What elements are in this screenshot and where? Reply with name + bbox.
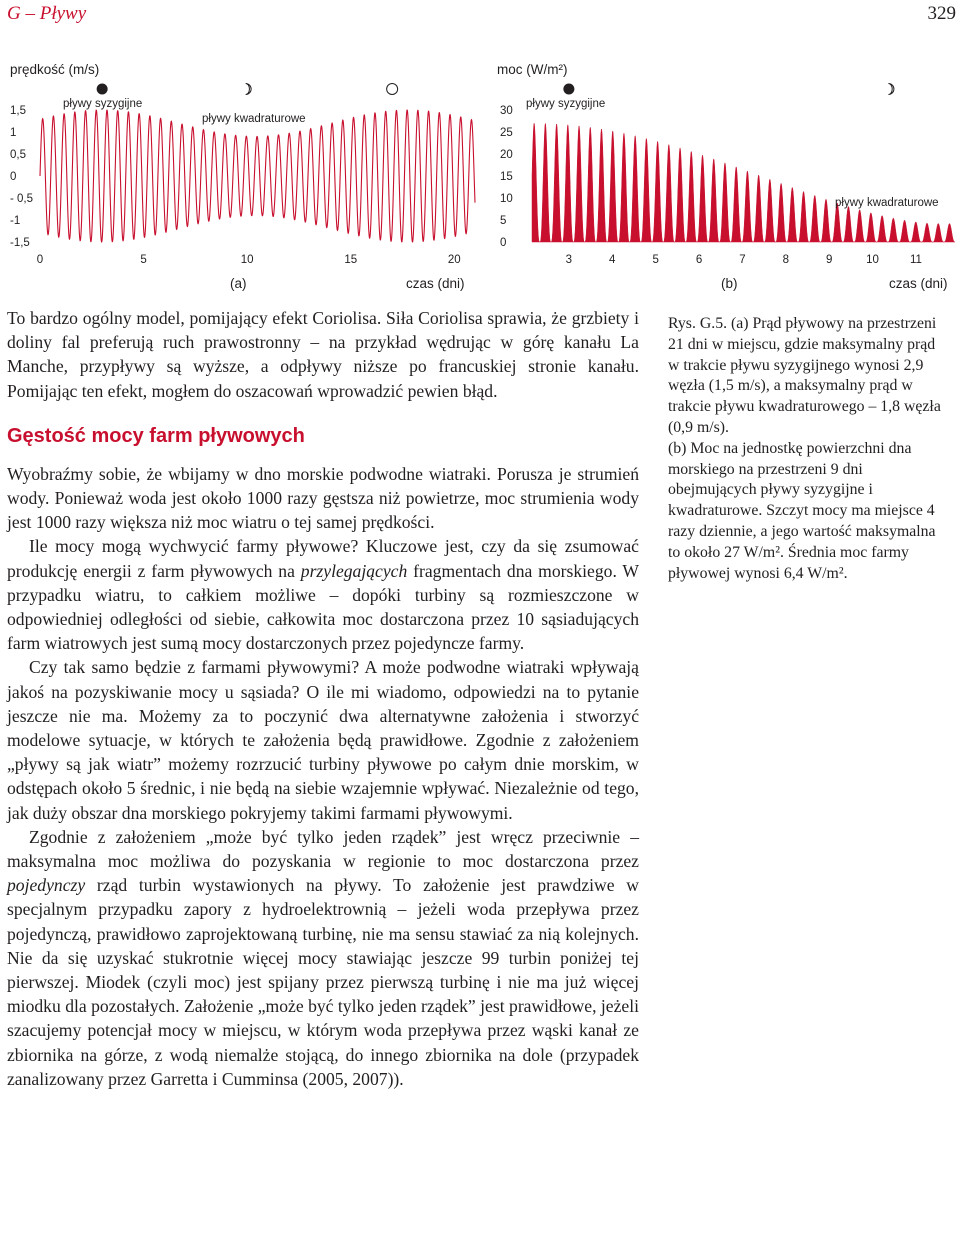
chart-b-x-tick-label: 9: [825, 254, 833, 266]
text-run: Zgodnie z założeniem „może być tylko jeden rządek” jest wręcz przeciwnie – maksymalna moc możliwa do pozyskania w regionie to moc dostarczona przez: [7, 826, 639, 872]
chart-b-x-tick-label: 7: [739, 254, 746, 266]
new-moon-icon: [563, 84, 574, 95]
chart-a-y-tick-label: -1,5: [10, 237, 30, 249]
figure-g5: [0, 0, 960, 300]
chart-b-x-tick-label: 4: [609, 254, 616, 266]
text-run: rząd turbin wystawionych na pływy. To założenie jest prawdziwe w specjalnym przypadku zapory z hydroelektrownią – jeżeli woda przepływa przez pojedynczą, prawidłowo zaprojektowaną turbinę, nie ma sensu stawiać za nią kolejnych. Nie da się uzyskać stukrotnie więcej mocy stawiając jeszcze 99 turbin poniżej tej pierwszej. Miodek (czyli moc) jest spijany przez pierwszą turbinę i nie ma już więcej miodku dla pozostałych. Założenie „może być tylko jeden rządek” jest prawidłowe, jeżeli szacujemy potencjał mocy w miejscu, w którym woda przepływa przez wąski kanał ze zbiornika na górze, z wodą niemalże stojącą, do innego zbiornika na dole (przypadek zanalizowany przez Garretta i Cumminsa (2005, 2007)).: [7, 875, 639, 1089]
chart-b-y-tick-label: 5: [500, 215, 507, 227]
chart-a-x-tick-label: 5: [140, 254, 147, 266]
chart-a-x-tick-label: 10: [240, 254, 254, 266]
chart-a-annotation-spring: pływy syzygijne: [63, 98, 143, 110]
paragraph-how-much-power: [7, 534, 639, 655]
chart-b-panel-label: (b): [721, 276, 738, 291]
chart-a-y-tick-label: - 0,5: [10, 193, 34, 205]
chart-a-x-tick-label: 15: [344, 254, 358, 266]
chart-b-y-tick-label: 30: [500, 105, 513, 117]
chart-a-y-tick-label: 0: [10, 171, 17, 183]
paragraph-single-row: [7, 825, 639, 1091]
chart-b-x-ticks: [566, 254, 922, 266]
chart-a-x-ticks: [37, 254, 461, 266]
new-moon-icon: [97, 84, 108, 95]
chart-a-y-tick-label: -1: [10, 215, 21, 227]
chart-a-y-tick-label: 0,5: [10, 149, 26, 161]
section-heading: Gęstość mocy farm pływowych: [7, 424, 305, 447]
paragraph-tidal-farms: Czy tak samo będzie z farmami pływowymi? A może podwodne wiatraki wpływają jakoś na pozyskiwanie mocy u sąsiada? O ile mi wiadomo, odpowiedzi na to pytanie jeszcze nie ma. Możemy za to poczynić dwa alternatywne założenia i stworzyć modelowe sytuacje, w których te założenia będą prawidłowe. Zgodnie z założeniem „pływy są jak wiatr” możemy rozrzucić turbiny pływowe po całym dnie morskim, w odstępach około 5 średnic, i nie będą na siebie wzajemnie wpływać. Niezależnie od tego, jak duży obszar dna morskiego pokryjemy takimi farmami pływowymi.: [7, 657, 639, 823]
chart-b-moon-phases: [563, 84, 894, 95]
chart-a-annotation-neap: pływy kwadraturowe: [202, 113, 306, 125]
chart-b-x-tick-label: 10: [866, 254, 879, 266]
chart-b-ylabel: moc (W/m²): [497, 62, 568, 77]
chart-b-xlabel: czas (dni): [889, 276, 948, 291]
section-title: G – Pływy: [7, 3, 87, 24]
chart-b-x-tick-label: 6: [695, 254, 703, 266]
chart-b-annotation-neap: pływy kwadraturowe: [835, 197, 939, 209]
chart-b-y-tick-label: 15: [500, 171, 513, 183]
figure-caption: [668, 314, 950, 584]
quarter-moon-icon: [888, 84, 893, 95]
caption-part-b: (b) Moc na jednostkę powierzchni dna morskiego na przestrzeni 9 dni obejmujących pływy syzygijne i kwadraturowe. Szczyt mocy ma miejsce 4 razy dziennie, a jego wartość maksymalna to około 27 W/m². Średnia moc farmy pływowej wynosi 6,4 W/m².: [668, 439, 936, 582]
chart-a-series-line: [40, 110, 475, 242]
chart-b-y-tick-label: 10: [500, 193, 513, 205]
chart-b-y-ticks: [500, 105, 513, 249]
chart-a-y-ticks: [10, 105, 33, 249]
chart-b-x-tick-label: 3: [565, 254, 573, 266]
chart-a-y-tick-label: 1: [10, 127, 17, 139]
chart-a-x-tick-label: 0: [36, 254, 44, 266]
chart-a-y-tick-label: 1,5: [10, 105, 26, 117]
chart-b-annotation-spring: pływy syzygijne: [526, 98, 606, 110]
emphasis-single: pojedynczy: [7, 875, 86, 896]
chart-b-x-tick-label: 11: [909, 254, 922, 266]
chart-a-ylabel: prędkość (m/s): [10, 62, 100, 77]
text-run: fragmentach dna morskiego. W przypadku wiatru, to całkiem możliwe – dopóki turbiny są rozmieszczone w odpowiedniej odległości od siebie, całkowita moc dostarczona przez 10 sąsiadujących farm wiatrowych jest sumą mocy dostarczonych przez pojedyncze farmy.: [7, 560, 639, 654]
chart-a-panel-label: (a): [230, 276, 247, 291]
caption-part-a: Rys. G.5. (a) Prąd pływowy na przestrzeni 21 dni w miejscu, gdzie maksymalny prąd w trakcie pływu syzygijnego wynosi 2,9 węzła (1,5 m/s), a maksymalny prąd w trakcie pływu kwadraturowego – 1,8 węzła (0,9 m/s).: [668, 315, 941, 436]
chart-b-y-tick-label: 20: [500, 149, 513, 161]
chart-b-y-tick-label: 0: [500, 237, 507, 249]
page-number: 329: [927, 3, 956, 24]
emphasis-adjacent: przylegających: [300, 560, 408, 581]
quarter-moon-icon: [246, 84, 251, 95]
paragraph-coriolis: To bardzo ogólny model, pomijający efekt Coriolisa. Siła Coriolisa sprawia, że grzbiety i doliny fal preferują ruch prawostronny – na przykład wędrując w górę kanału La Manche, przypływy są wyższe, a odpływy niższe po francuskiej stronie kanału. Pomijając ten efekt, mogłem do oszacowań wprowadzić pewien błąd.: [7, 308, 639, 401]
chart-b-y-tick-label: 25: [500, 127, 513, 139]
chart-a: [10, 62, 475, 291]
chart-b: [497, 62, 955, 291]
full-moon-icon: [387, 84, 398, 95]
chart-a-xlabel: czas (dni): [406, 276, 465, 291]
body-text: [7, 306, 639, 1091]
chart-b-x-tick-label: 5: [652, 254, 659, 266]
paragraph-underwater-windmills: Wyobraźmy sobie, że wbijamy w dno morskie podwodne wiatraki. Porusza je strumień wody. Ponieważ woda jest około 1000 razy gęstsza niż powietrze, moc strumienia wody jest 1000 razy większa niż moc wiatru o tej samej prędkości.: [7, 463, 639, 533]
text-run: Ile mocy mogą wychwycić farmy pływowe? Kluczowe jest, czy da się zsumować produkcję energii z farm pływowych na: [7, 536, 639, 581]
chart-a-moon-phases: [97, 84, 398, 95]
chart-a-x-tick-label: 20: [447, 254, 461, 266]
chart-b-x-tick-label: 8: [782, 254, 790, 266]
chart-b-series-area: [532, 123, 955, 242]
